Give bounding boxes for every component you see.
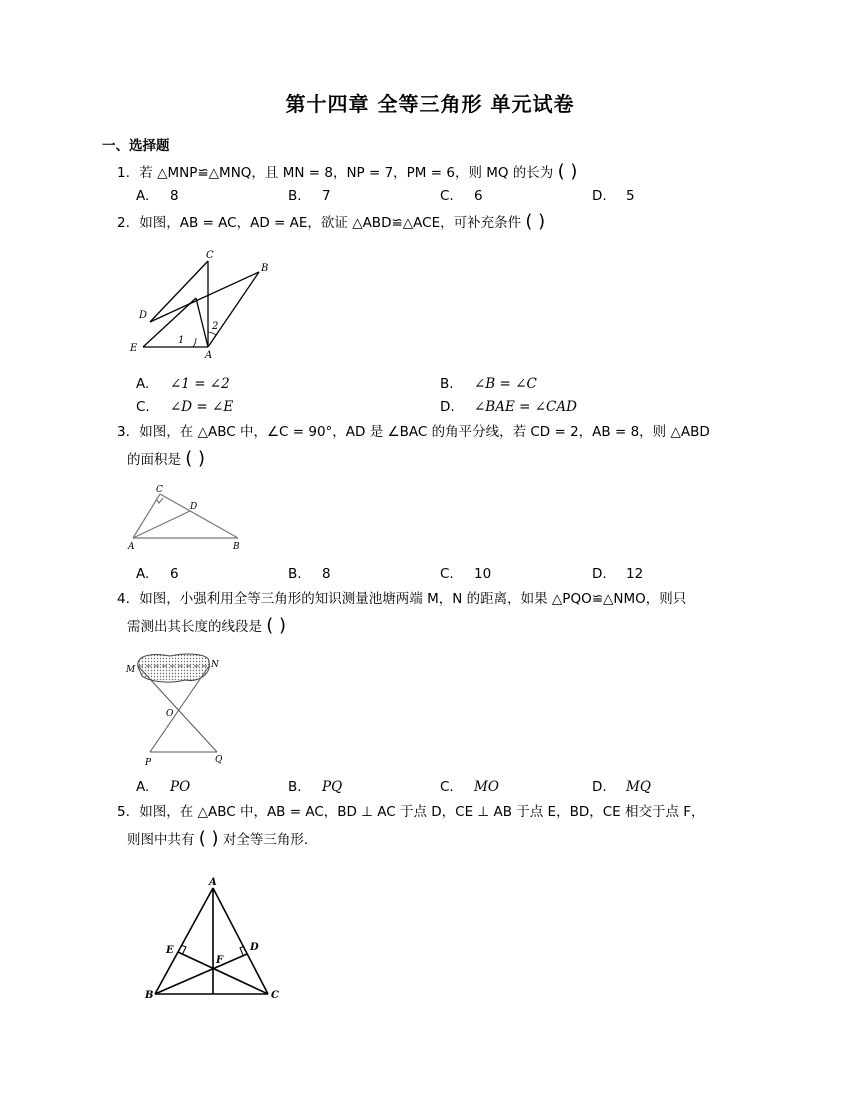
answer-blank: ( ) [198,828,219,849]
question-5 [117,802,705,822]
question-text: 如图，在 △ABC 中，AB = AC，BD ⊥ AC 于点 D，CE ⊥ AB 于点 E，BD，CE 相交于点 F， [139,804,705,820]
label-d: D [139,310,148,321]
label-m: M [126,665,136,675]
option-d: D. ∠BAE = ∠CAD [440,399,577,415]
label-f: F [216,955,224,966]
option-c: C. 10 [440,566,492,582]
label-c: C [206,250,214,261]
option-a: A. 6 [136,566,179,582]
question-1 [117,162,577,183]
question-text: 的面积是 [127,452,181,468]
option-d: D. MQ [592,779,651,795]
question-number: 2. [117,215,130,231]
label-e: E [130,343,138,354]
option-b: B. 7 [288,188,331,204]
label-angle-2: 2 [212,321,219,332]
label-n: N [211,660,219,670]
label-a: A [128,542,135,552]
label-o: O [166,709,174,719]
question-text: 如图，在 △ABC 中，∠C = 90°，AD 是 ∠BAC 的角平分线，若 CD = 2，AB = 8，则 △ABD [139,424,710,440]
option-a: A. ∠1 = ∠2 [136,376,230,392]
label-b: B [145,990,154,1001]
option-b: B. PQ [288,779,343,795]
label-d: D [190,502,198,512]
figure-q4 [122,648,234,766]
question-text: 若 △MNP≌△MNQ，且 MN = 8，NP = 7，PM = 6，则 MQ 的长为 [139,165,554,181]
question-text: 则图中共有 [127,832,195,848]
page-title: 第十四章 全等三角形 单元试卷 [285,92,575,116]
question-4 [117,589,686,609]
label-b: B [261,263,269,274]
option-c: C. 6 [440,188,483,204]
figure-q2 [125,245,285,363]
question-5-line-2 [127,829,308,850]
label-a: A [205,350,213,361]
label-c: C [156,485,163,495]
label-c: C [271,990,279,1001]
label-d: D [250,942,259,953]
label-p: P [145,758,152,766]
question-text: 对全等三角形. [222,832,309,848]
section-heading: 一、选择题 [102,138,170,154]
question-text: 如图，小强利用全等三角形的知识测量池塘两端 M，N 的距离，如果 △PQO≌△NMO，则只 [139,591,687,607]
question-3-line-2 [127,449,205,470]
question-number: 5. [117,804,130,820]
option-d: D. 5 [592,188,635,204]
question-text: 如图，AB = AC，AD = AE，欲证 △ABD≌△ACE，可补充条件 [139,215,522,231]
label-b: B [233,542,240,552]
option-b: B. ∠B = ∠C [440,376,537,392]
option-b: B. 8 [288,566,331,582]
answer-blank: ( ) [525,211,546,232]
option-a: A. 8 [136,188,179,204]
option-d: D. 12 [592,566,644,582]
question-4-line-2 [127,616,286,637]
question-number: 1. [117,165,130,181]
option-c: C. ∠D = ∠E [136,399,234,415]
option-c: C. MO [440,779,499,795]
label-angle-1: 1 [178,335,185,346]
question-3 [117,422,710,442]
answer-blank: ( ) [185,448,206,469]
question-number: 3. [117,424,130,440]
question-text: 需测出其长度的线段是 [127,619,262,635]
label-e: E [166,945,174,956]
figure-q3 [125,482,250,554]
answer-blank: ( ) [266,615,287,636]
option-a: A. PO [136,779,191,795]
label-a: A [209,877,217,888]
answer-blank: ( ) [557,161,578,182]
question-2 [117,212,545,233]
figure-q5 [140,872,288,1004]
label-q: Q [215,755,223,765]
question-number: 4. [117,591,130,607]
